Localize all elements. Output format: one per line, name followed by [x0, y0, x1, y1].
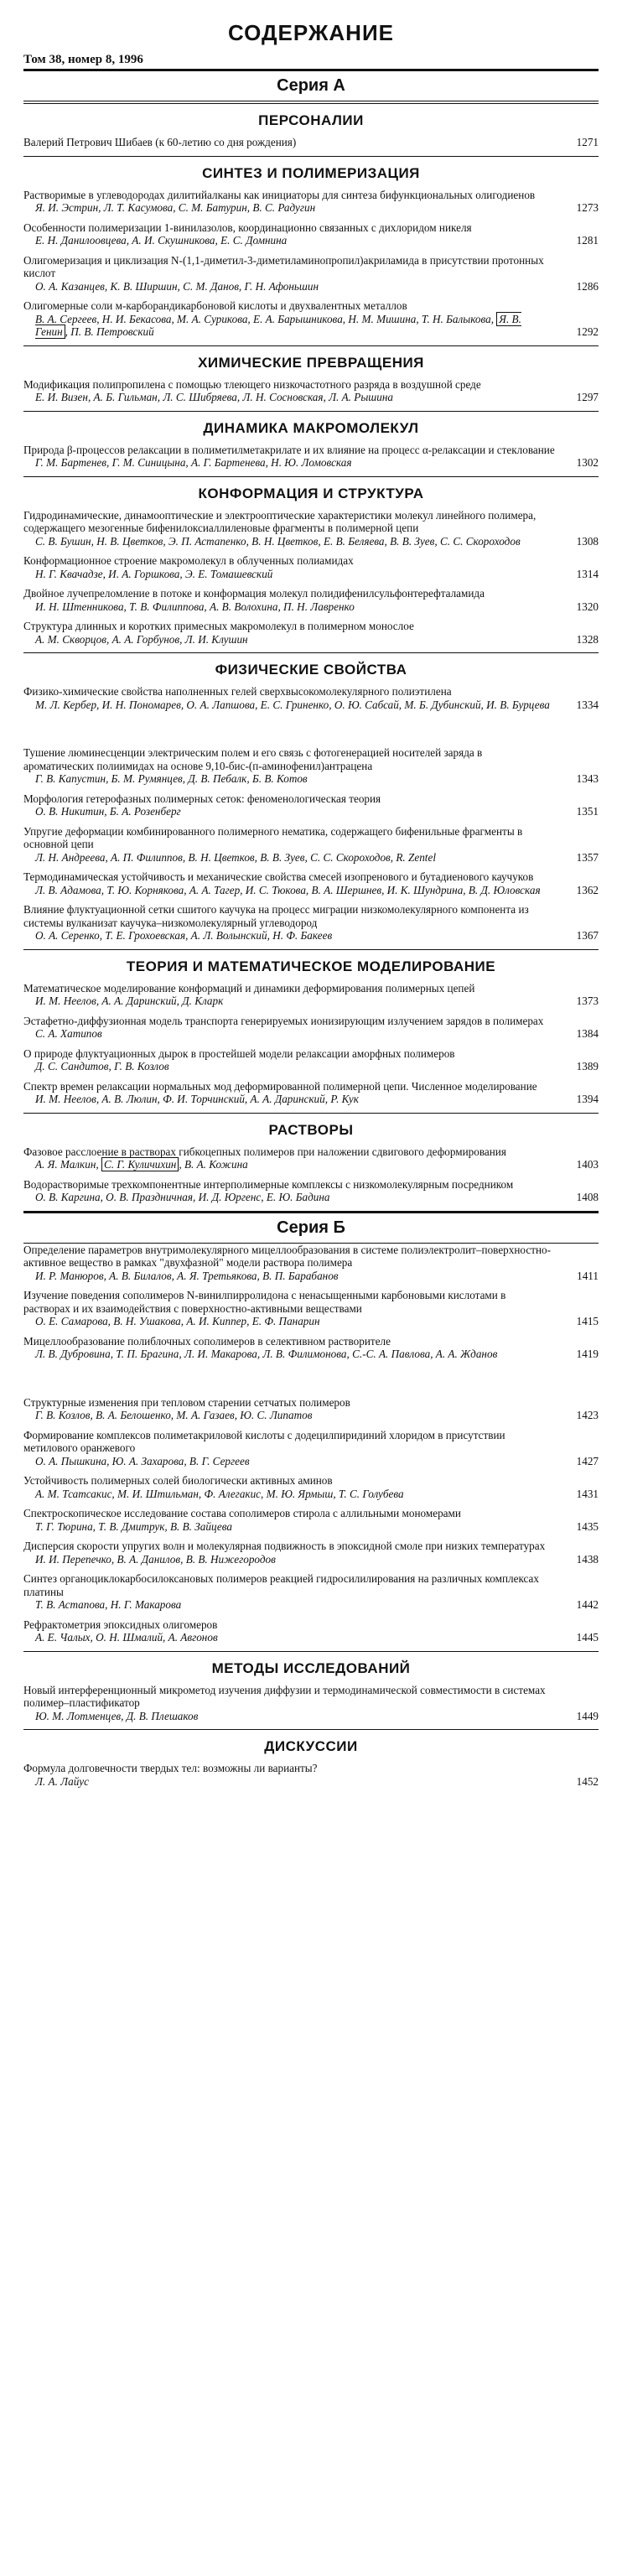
section-heading: ФИЗИЧЕСКИЕ СВОЙСТВА [215, 662, 407, 678]
entry-body [23, 620, 562, 646]
boxed-author: Я. В. Генин [35, 312, 521, 338]
entry-body [23, 587, 562, 613]
entry-body [23, 136, 562, 149]
entry-body [23, 1145, 562, 1171]
series-a-title: Серия А [277, 76, 345, 95]
toc-entry [23, 1015, 599, 1041]
toc-entry [23, 587, 599, 613]
page-number: 1435 [576, 1519, 599, 1533]
entry-authors: А. Е. Чалых, О. Н. Шмалий, А. Авгонов [35, 1631, 218, 1644]
entry-title: Валерий Петрович Шибаев (к 60-летию со дня рождения) [23, 136, 297, 148]
toc-page [23, 12, 599, 1794]
entry-authors: Н. Г. Квачадзе, И. А. Горшкова, Э. Е. Томашевский [35, 567, 273, 580]
entry-authors: Е. Н. Данилоовцева, А. И. Скушникова, Е. С. Домнина [35, 234, 288, 247]
page-number: 1389 [576, 1060, 599, 1072]
page-number: 1449 [576, 1709, 599, 1722]
entry-body [23, 685, 562, 711]
toc-entry [23, 1080, 599, 1106]
page-number: 1373 [576, 995, 599, 1007]
divider [23, 69, 599, 71]
divider [23, 476, 599, 477]
page-number: 1314 [576, 567, 599, 580]
toc-entry [23, 870, 599, 896]
entry-body [23, 1335, 562, 1361]
entry-body [23, 903, 562, 943]
page-number: 1411 [577, 1269, 599, 1282]
toc-entry [23, 1289, 599, 1328]
entry-authors: О. Е. Самарова, В. Н. Ушакова, А. И. Киппер, Е. Ф. Панарин [35, 1315, 320, 1327]
section-heading: МЕТОДЫ ИССЛЕДОВАНИЙ [211, 1659, 411, 1676]
entry-title: Спектроскопическое исследование состава сополимеров стирола с аллильными мономерами [23, 1507, 461, 1519]
divider [23, 345, 599, 346]
entry-title: Конформационное строение макромолекул в облученных полиамидах [23, 554, 354, 567]
entry-body [23, 1507, 562, 1533]
entry-title: Термодинамическая устойчивость и механические свойства смесей изопренового и бутадиенового каучуков [23, 870, 534, 883]
page-number: 1442 [576, 1598, 599, 1611]
toc-entry [23, 1429, 599, 1468]
entry-body [23, 1047, 562, 1073]
entry-authors: Ю. М. Лотменцев, Д. В. Плешаков [35, 1709, 199, 1722]
section-heading: ПЕРСОНАЛИИ [258, 112, 364, 128]
spacer [23, 1368, 599, 1396]
entry-body [23, 1080, 562, 1106]
page-number: 1452 [576, 1774, 599, 1788]
entry-body [23, 982, 562, 1008]
entry-authors: А. Я. Малкин, С. Г. Куличихин , В. А. Кожина [35, 1158, 248, 1171]
entry-body [23, 1572, 562, 1612]
entry-title: Упругие деформации комбинированного полимерного нематика, содержащего бифенильные фрагменты в основной цепи [23, 824, 523, 850]
entry-title: Двойное лучепреломление в потоке и конформация молекул полидифенилсульфонтерефталамида [23, 587, 485, 600]
toc-entry [23, 554, 599, 580]
entry-authors: Т. Г. Тюрина, Т. В. Дмитрук, В. В. Зайцева [35, 1519, 232, 1533]
entry-authors: И. М. Неелов, А. В. Люлин, Ф. И. Торчинский, А. А. Даринский, Р. Кук [35, 1093, 359, 1105]
entry-body [23, 1178, 562, 1204]
page-number: 1431 [576, 1487, 599, 1500]
entry-title: Растворимые в углеводородах дилитийалканы как инициаторы для синтеза бифункциональных олигодиенов [23, 188, 536, 201]
entry-body [23, 746, 562, 786]
page-number: 1445 [576, 1631, 599, 1644]
entry-title: Формирование комплексов полиметакриловой кислоты с додецилпиридиний хлоридом в присутствии метилового оранжевого [23, 1428, 505, 1454]
entry-title: Математическое моделирование конформаций и динамики деформирования полимерных цепей [23, 981, 475, 995]
toc-entry [23, 746, 599, 786]
entry-body [23, 1289, 562, 1328]
entry-title: Мицеллообразование полиблочных сополимеров в селективном растворителе [23, 1334, 391, 1348]
section-heading: КОНФОРМАЦИЯ И СТРУКТУРА [198, 485, 424, 501]
entry-authors: И. М. Неелов, А. А. Даринский, Д. Кларк [35, 995, 224, 1007]
section-heading: ХИМИЧЕСКИЕ ПРЕВРАЩЕНИЯ [198, 354, 424, 371]
toc-entry [23, 1145, 599, 1171]
toc-entry [23, 1335, 599, 1361]
entry-body [23, 792, 562, 818]
entry-title: Рефрактометрия эпоксидных олигомеров [23, 1618, 218, 1631]
entry-body [23, 189, 562, 215]
issue-info: Том 38, номер 8, 1996 [23, 53, 143, 66]
page-title: СОДЕРЖАНИЕ [228, 20, 394, 45]
toc-entry [23, 1572, 599, 1612]
entry-body [23, 1015, 562, 1041]
boxed-author: С. Г. Куличихин [101, 1157, 179, 1171]
entry-title: Влияние флуктуационной сетки сшитого каучука на процесс миграции низкомолекулярного компонента из системы вулканизат каучука–низкомолекулярный углеводород [23, 903, 529, 929]
entry-authors: О. А. Пышкина, Ю. А. Захарова, В. Г. Сергеев [35, 1454, 250, 1467]
entry-title: О природе флуктуационных дырок в простейшей модели релаксации аморфных полимеров [23, 1046, 455, 1060]
toc-entry [23, 1047, 599, 1073]
entry-authors: С. В. Бушин, Н. В. Цветков, Э. П. Астапенко, В. Н. Цветков, Е. В. Беляева, В. В. Зуев, С. С. Скороходов [35, 534, 521, 548]
entry-body [23, 1244, 562, 1283]
entry-title: Модификация полипропилена с помощью тлеющего низкочастотного разряда в воздушной среде [23, 377, 481, 391]
entry-body [23, 1684, 562, 1723]
toc-entry [23, 1618, 599, 1644]
entry-authors: В. А. Сергеев, Н. И. Бекасова, М. А. Сурикова, Е. А. Барышникова, Н. М. Мишина, Т. Н. Балыкова, Я. В. Генин , П. В. Петровский [35, 312, 521, 338]
series-b-content [23, 1244, 599, 1789]
divider [23, 156, 599, 157]
entry-body [23, 221, 562, 247]
entry-body [23, 299, 562, 339]
entry-body [23, 1429, 562, 1468]
toc-entry [23, 378, 599, 404]
toc-entry [23, 1684, 599, 1723]
page-number: 1320 [576, 600, 599, 613]
toc-entry [23, 825, 599, 865]
page-number: 1351 [576, 805, 599, 818]
toc-entry [23, 189, 599, 215]
divider [23, 1651, 599, 1652]
page-number: 1286 [576, 279, 599, 293]
divider [23, 103, 599, 104]
page-number: 1271 [576, 136, 599, 148]
entry-title: Эстафетно-диффузионная модель транспорта генерируемых ионизирующим излучением зарядов в полимерах [23, 1014, 544, 1027]
entry-authors: Г. В. Капустин, Б. М. Румянцев, Д. В. Пебалк, Б. В. Котов [35, 772, 308, 785]
section-heading: ДИСКУССИИ [264, 1738, 358, 1754]
toc-entry [23, 982, 599, 1008]
page-number: 1334 [576, 698, 599, 711]
entry-authors: Л. В. Дубровина, Т. П. Брагина, Л. И. Макарова, Л. В. Филимонова, С.-С. А. Павлова, А. А. Жданов [35, 1348, 498, 1360]
entry-title: Олигомерные соли м-карборандикарбоновой кислоты и двухвалентных металлов [23, 299, 407, 312]
page-number: 1427 [576, 1454, 599, 1467]
toc-entry [23, 1396, 599, 1422]
entry-title: Структура длинных и коротких примесных макромолекул в полимерном монослое [23, 620, 414, 632]
entry-authors: О. В. Каргина, О. В. Праздничная, И. Д. Юргенс, Е. Ю. Бадина [35, 1191, 330, 1203]
entry-authors: М. Л. Кербер, И. Н. Пономарев, О. А. Лапшова, Е. С. Гриненко, О. Ю. Сабсай, М. Б. Дубинский, И. В. Бурцева [35, 698, 550, 711]
page-number: 1292 [576, 325, 599, 338]
page-number: 1419 [576, 1348, 599, 1360]
section-heading: РАСТВОРЫ [268, 1121, 354, 1138]
entry-title: Новый интерференционный микрометод изучения диффузии и термодинамической совместимости в системах полимер–пластификатор [23, 1683, 546, 1709]
page-number: 1281 [576, 234, 599, 247]
toc-entry [23, 299, 599, 339]
toc-entry [23, 1178, 599, 1204]
page-number: 1302 [576, 456, 599, 469]
entry-authors: А. М. Тсатсакис, М. И. Штильман, Ф. Алегакис, М. Ю. Ярмыш, Т. С. Голубева [35, 1487, 404, 1500]
entry-body [23, 1762, 562, 1788]
entry-title: Морфология гетерофазных полимерных сеток: феноменологическая теория [23, 792, 381, 805]
entry-title: Олигомеризация и циклизация N-(1,1-диметил-3-диметиламинопропил)акриламида в присутствии протонных кислот [23, 253, 544, 279]
entry-body [23, 378, 562, 404]
entry-body [23, 1474, 562, 1500]
page-number: 1415 [576, 1315, 599, 1327]
entry-authors: И. Н. Штенникова, Т. В. Филиппова, А. В. Волохина, П. Н. Лавренко [35, 600, 355, 613]
toc-entry [23, 1540, 599, 1566]
entry-authors: О. В. Никитин, Б. А. Розенберг [35, 805, 181, 818]
divider [23, 652, 599, 653]
entry-title: Особенности полимеризации 1-винилазолов, координационно связанных с дихлоридом никеля [23, 221, 472, 234]
entry-title: Структурные изменения при тепловом старении сетчатых полимеров [23, 1395, 350, 1409]
page-number: 1308 [576, 534, 599, 548]
entry-title: Водорастворимые трехкомпонентные интерполимерные комплексы с низкомолекулярным посредником [23, 1177, 514, 1191]
entry-title: Физико-химические свойства наполненных гелей сверхвысокомолекулярного полиэтилена [23, 685, 452, 698]
spacer [23, 718, 599, 746]
entry-authors: Т. В. Астапова, Н. Г. Макарова [35, 1598, 182, 1611]
entry-authors: Л. В. Адамова, Т. Ю. Корнякова, А. А. Тагер, И. С. Тюкова, В. А. Шершнев, И. К. Шундрина, В. Д. Юловская [35, 883, 541, 896]
toc-entry [23, 136, 599, 149]
series-b-title: Серия Б [277, 1218, 345, 1237]
toc-entry [23, 903, 599, 943]
toc-entry [23, 685, 599, 711]
section-heading: ТЕОРИЯ И МАТЕМАТИЧЕСКОЕ МОДЕЛИРОВАНИЕ [126, 958, 496, 974]
entry-body [23, 1540, 562, 1566]
entry-authors: Г. В. Козлов, В. А. Белошенко, М. А. Газаев, Ю. С. Липатов [35, 1409, 313, 1421]
page-number: 1362 [576, 883, 599, 896]
series-a-content [23, 103, 599, 1204]
divider [23, 1113, 599, 1114]
entry-body [23, 509, 562, 548]
divider [23, 1729, 599, 1730]
toc-entry [23, 254, 599, 293]
entry-body [23, 825, 562, 865]
entry-title: Спектр времен релаксации нормальных мод деформированной полимерной цепи. Численное моделирование [23, 1079, 537, 1093]
section-heading: ДИНАМИКА МАКРОМОЛЕКУЛ [203, 419, 419, 436]
entry-title: Синтез органоциклокарбосилоксановых полимеров реакцией гидросилилирования на различных комплексах платины [23, 1572, 540, 1598]
page-number: 1438 [576, 1552, 599, 1566]
entry-title: Гидродинамические, динамооптические и электрооптические характеристики молекул линейного полимера, содержащего мезогенные бифенилоксиаллиленовые фрагменты в полимерной цепи [23, 508, 536, 534]
entry-authors: Л. А. Лайус [35, 1774, 89, 1788]
page-number: 1273 [576, 201, 599, 214]
entry-title: Изучение поведения сополимеров N-винилпирролидона с ненасыщенными карбоновыми кислотами в растворах и их взаимодействия с поверхностно-активными веществами [23, 1289, 506, 1315]
toc-entry [23, 444, 599, 470]
toc-entry [23, 509, 599, 548]
entry-authors: Л. Н. Андреева, А. П. Филиппов, В. Н. Цветков, В. В. Зуев, С. С. Скороходов, R. Zentel [35, 850, 436, 864]
divider [23, 1211, 599, 1213]
entry-authors: А. М. Скворцов, А. А. Горбунов, Л. И. Клушин [35, 632, 248, 646]
divider [23, 411, 599, 412]
toc-entry [23, 1507, 599, 1533]
entry-title: Определение параметров внутримолекулярного мицеллообразования в системе полиэлектролит–поверхностно-активное вещество в рамках "двухфазной" модели раствора полимера [23, 1243, 551, 1269]
entry-body [23, 870, 562, 896]
page-number: 1423 [576, 1409, 599, 1421]
entry-authors: Д. С. Сандитов, Г. В. Козлов [35, 1060, 169, 1072]
entry-title: Дисперсия скорости упругих волн и молекулярная подвижность в эпоксидной смоле при низких температурах [23, 1540, 546, 1552]
entry-authors: И. Р. Манюров, А. В. Билалов, А. Я. Третьякова, В. П. Барабанов [35, 1269, 339, 1282]
toc-entry [23, 620, 599, 646]
page-number: 1357 [576, 850, 599, 864]
entry-authors: И. И. Перепечко, В. А. Данилов, В. В. Нижегородов [35, 1552, 276, 1566]
page-number: 1384 [576, 1027, 599, 1040]
entry-title: Формула долговечности твердых тел: возможны ли варианты? [23, 1762, 318, 1774]
entry-body [23, 1396, 562, 1422]
entry-authors: С. А. Хатипов [35, 1027, 102, 1040]
entry-body [23, 254, 562, 293]
page-number: 1408 [576, 1191, 599, 1203]
entry-body [23, 444, 562, 470]
entry-authors: Е. И. Визен, А. Б. Гильман, Л. С. Шибряева, Л. Н. Сосновская, Л. А. Рышина [35, 391, 393, 403]
entry-body [23, 554, 562, 580]
entry-authors: Г. М. Бартенев, Г. М. Синицына, А. Г. Бартенева, Н. Ю. Ломовская [35, 456, 352, 469]
entry-authors: О. А. Казанцев, К. В. Ширшин, С. М. Данов, Г. Н. Афоньшин [35, 279, 319, 293]
entry-authors: О. А. Серенко, Т. Е. Грохоевская, А. Л. Волынский, Н. Ф. Бакеев [35, 929, 333, 942]
page-number: 1328 [576, 632, 599, 646]
entry-title: Устойчивость полимерных солей биологически активных аминов [23, 1474, 333, 1487]
page-number: 1394 [576, 1093, 599, 1105]
entry-body [23, 1618, 562, 1644]
page-number: 1403 [576, 1158, 599, 1171]
entry-authors: Я. И. Эстрин, Л. Т. Касумова, С. М. Батурин, В. С. Радугин [35, 201, 316, 214]
entry-title: Фазовое расслоение в растворах гибкоцепных полимеров при наложении сдвигового деформирования [23, 1145, 506, 1158]
page-number: 1367 [576, 929, 599, 942]
page-number: 1297 [576, 391, 599, 403]
toc-entry [23, 1244, 599, 1283]
page-number: 1343 [576, 772, 599, 785]
toc-entry [23, 1762, 599, 1788]
entry-title: Тушение люминесценции электрическим полем и его связь с фотогенерацией носителей заряда в ароматических полиимидах на основе 9,10-бис-(п-аминофенил)антрацена [23, 746, 483, 772]
toc-entry [23, 221, 599, 247]
toc-entry [23, 792, 599, 818]
divider [23, 949, 599, 950]
entry-title: Природа β-процессов релаксации в полиметилметакрилате и их влияние на процесс α-релаксации и стеклование [23, 443, 555, 456]
toc-entry [23, 1474, 599, 1500]
section-heading: СИНТЕЗ И ПОЛИМЕРИЗАЦИЯ [202, 164, 420, 181]
